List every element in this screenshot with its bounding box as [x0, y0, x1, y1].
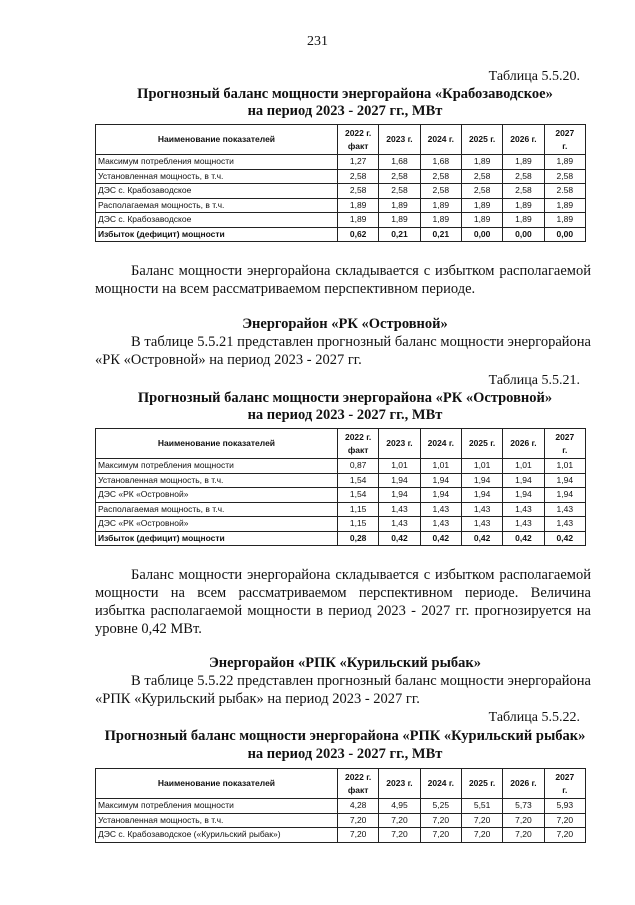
- row-value: 1,89: [420, 198, 461, 213]
- row-value: 1,89: [544, 198, 585, 213]
- row-value: 0,87: [337, 459, 378, 474]
- table-row: [96, 473, 586, 488]
- table-row: [96, 488, 586, 503]
- column-header-year: 2026 г.: [503, 769, 544, 799]
- table-row: [96, 813, 586, 828]
- row-value: 1,54: [337, 488, 378, 503]
- section-heading: Энергорайон «РПК «Курильский рыбак»: [208, 655, 482, 671]
- table-label: Таблица 5.5.21.: [488, 373, 580, 388]
- balance-table: [95, 768, 586, 843]
- balance-table: [95, 428, 586, 546]
- row-label: ДЭС с. Крабозаводское: [96, 184, 338, 199]
- row-value: 4,28: [337, 799, 378, 814]
- row-value: 2,58: [337, 169, 378, 184]
- row-value: 1,94: [420, 488, 461, 503]
- column-header-year: 2023 г.: [379, 429, 420, 459]
- row-value: 1,43: [503, 502, 544, 517]
- column-header-year: 2023 г.: [379, 125, 420, 155]
- column-header-year: 2027 г.: [544, 769, 585, 799]
- row-value: 5,25: [420, 799, 461, 814]
- row-value: 7,20: [461, 813, 502, 828]
- table-row: [96, 459, 586, 474]
- row-value: 1,43: [379, 502, 420, 517]
- row-value: 1,89: [379, 198, 420, 213]
- column-header-year: 2022 г. факт: [337, 125, 378, 155]
- column-header-name: Наименование показателей: [96, 125, 338, 155]
- row-value: 2,58: [503, 184, 544, 199]
- row-value: 2,58: [379, 169, 420, 184]
- row-value: 2,58: [420, 169, 461, 184]
- row-value: 4,95: [379, 799, 420, 814]
- column-header-year: 2022 г. факт: [337, 769, 378, 799]
- paragraph: В таблице 5.5.22 представлен прогнозный баланс мощности энергорайона «РПК «Курильский рыбак» на период 2023 - 2027 гг.: [95, 673, 591, 707]
- column-header-year: 2027 г.: [544, 125, 585, 155]
- row-value: 1,43: [544, 502, 585, 517]
- column-header-year: 2022 г. факт: [337, 429, 378, 459]
- row-value: 1,89: [461, 198, 502, 213]
- row-value: 0,62: [337, 227, 378, 242]
- row-value: 1,89: [503, 198, 544, 213]
- table-row: [96, 502, 586, 517]
- table-title: на период 2023 - 2027 гг., МВт: [247, 407, 443, 423]
- row-value: 1,68: [379, 155, 420, 170]
- column-header-year: 2025 г.: [461, 429, 502, 459]
- row-value: 1,27: [337, 155, 378, 170]
- row-value: 1,94: [503, 488, 544, 503]
- row-value: 2,58: [379, 184, 420, 199]
- table-row: [96, 799, 586, 814]
- table-row: [96, 517, 586, 532]
- table-row: [96, 184, 586, 199]
- row-value: 1,01: [503, 459, 544, 474]
- row-value: 2,58: [461, 169, 502, 184]
- row-value: 0,00: [503, 227, 544, 242]
- section-heading: Энергорайон «РК «Островной»: [242, 316, 448, 332]
- row-value: 0,42: [379, 531, 420, 546]
- row-value: 1,94: [544, 488, 585, 503]
- row-value: 1,68: [420, 155, 461, 170]
- table-label: Таблица 5.5.22.: [488, 710, 580, 725]
- row-value: 7,20: [337, 813, 378, 828]
- table-header-row: [96, 769, 586, 799]
- paragraph: Баланс мощности энергорайона складывается с избытком располагаемой мощности на всем рассматриваемом перспективном периоде.: [95, 263, 591, 297]
- table-row: [96, 531, 586, 546]
- column-header-year: 2025 г.: [461, 769, 502, 799]
- row-label: Избыток (дефицит) мощности: [96, 227, 338, 242]
- table-row: [96, 213, 586, 228]
- row-label: Располагаемая мощность, в т.ч.: [96, 198, 338, 213]
- row-value: 2,58: [503, 169, 544, 184]
- table-title: Прогнозный баланс мощности энергорайона «РПК «Курильский рыбак»: [104, 728, 586, 744]
- row-value: 1,43: [503, 517, 544, 532]
- row-value: 1,94: [503, 473, 544, 488]
- row-value: 7,20: [503, 828, 544, 843]
- table-label: Таблица 5.5.20.: [488, 69, 580, 84]
- row-value: 1,54: [337, 473, 378, 488]
- row-value: 5,93: [544, 799, 585, 814]
- row-label: ДЭС с. Крабозаводское: [96, 213, 338, 228]
- row-value: 1,94: [461, 488, 502, 503]
- row-value: 1,89: [544, 155, 585, 170]
- table-header-row: [96, 125, 586, 155]
- paragraph: Баланс мощности энергорайона складывается с избытком располагаемой мощности на всем рассматриваемом перспективном периоде. Величина избытка располагаемой мощности в период 2023 - 2027 гг. прогнозируется на уровне 0,42 МВт.: [95, 567, 591, 637]
- row-label: Располагаемая мощность, в т.ч.: [96, 502, 338, 517]
- table-row: [96, 155, 586, 170]
- row-value: 1,15: [337, 502, 378, 517]
- table-title: Прогнозный баланс мощности энергорайона «Крабозаводское»: [137, 86, 553, 102]
- column-header-year: 2024 г.: [420, 769, 461, 799]
- row-value: 0,00: [461, 227, 502, 242]
- row-value: 1,94: [379, 473, 420, 488]
- row-value: 7,20: [420, 828, 461, 843]
- row-value: 1,43: [544, 517, 585, 532]
- row-label: Избыток (дефицит) мощности: [96, 531, 338, 546]
- row-value: 1,89: [461, 155, 502, 170]
- column-header-year: 2025 г.: [461, 125, 502, 155]
- column-header-year: 2024 г.: [420, 429, 461, 459]
- row-value: 2,58: [420, 184, 461, 199]
- row-value: 1,43: [461, 502, 502, 517]
- table-row: [96, 198, 586, 213]
- row-value: 1,89: [503, 155, 544, 170]
- row-label: Установленная мощность, в т.ч.: [96, 813, 338, 828]
- row-value: 1,01: [420, 459, 461, 474]
- row-value: 2,58: [337, 184, 378, 199]
- column-header-name: Наименование показателей: [96, 769, 338, 799]
- column-header-year: 2026 г.: [503, 429, 544, 459]
- row-value: 7,20: [544, 813, 585, 828]
- row-value: 7,20: [420, 813, 461, 828]
- row-value: 2,58: [461, 184, 502, 199]
- row-value: 1,89: [503, 213, 544, 228]
- row-value: 2.58: [544, 184, 585, 199]
- column-header-name: Наименование показателей: [96, 429, 338, 459]
- row-value: 1,43: [420, 502, 461, 517]
- table-header-row: [96, 429, 586, 459]
- row-value: 1,94: [379, 488, 420, 503]
- table-row: [96, 169, 586, 184]
- row-value: 0,00: [544, 227, 585, 242]
- row-value: 1,43: [379, 517, 420, 532]
- row-value: 7,20: [379, 813, 420, 828]
- row-value: 1,89: [544, 213, 585, 228]
- table-title: на период 2023 - 2027 гг., МВт: [247, 746, 443, 762]
- row-value: 7,20: [503, 813, 544, 828]
- column-header-year: 2023 г.: [379, 769, 420, 799]
- row-label: ДЭС с. Крабозаводское («Курильский рыбак»): [96, 828, 338, 843]
- row-value: 7,20: [461, 828, 502, 843]
- balance-table: [95, 124, 586, 242]
- row-label: Максимум потребления мощности: [96, 459, 338, 474]
- row-value: 1,89: [337, 198, 378, 213]
- row-label: Установленная мощность, в т.ч.: [96, 169, 338, 184]
- row-value: 7,20: [337, 828, 378, 843]
- row-value: 0,21: [420, 227, 461, 242]
- row-value: 1,01: [544, 459, 585, 474]
- row-value: 1,89: [420, 213, 461, 228]
- row-label: ДЭС «РК «Островной»: [96, 488, 338, 503]
- row-value: 1,43: [461, 517, 502, 532]
- row-value: 1,43: [420, 517, 461, 532]
- row-value: 0,42: [544, 531, 585, 546]
- row-label: Установленная мощность, в т.ч.: [96, 473, 338, 488]
- row-value: 7,20: [544, 828, 585, 843]
- row-value: 1,94: [544, 473, 585, 488]
- row-value: 1,94: [420, 473, 461, 488]
- row-value: 5,73: [503, 799, 544, 814]
- row-value: 0,42: [503, 531, 544, 546]
- table-title: на период 2023 - 2027 гг., МВт: [247, 103, 443, 119]
- row-value: 0,42: [461, 531, 502, 546]
- row-value: 1,89: [337, 213, 378, 228]
- row-value: 1,94: [461, 473, 502, 488]
- row-label: ДЭС «РК «Островной»: [96, 517, 338, 532]
- column-header-year: 2026 г.: [503, 125, 544, 155]
- table-row: [96, 828, 586, 843]
- row-value: 1,15: [337, 517, 378, 532]
- row-value: 0,42: [420, 531, 461, 546]
- row-value: 1,01: [379, 459, 420, 474]
- row-value: 2,58: [544, 169, 585, 184]
- row-value: 1,89: [379, 213, 420, 228]
- row-value: 1,01: [461, 459, 502, 474]
- row-label: Максимум потребления мощности: [96, 799, 338, 814]
- row-value: 0,21: [379, 227, 420, 242]
- column-header-year: 2024 г.: [420, 125, 461, 155]
- row-label: Максимум потребления мощности: [96, 155, 338, 170]
- page-number: 231: [307, 34, 328, 49]
- column-header-year: 2027 г.: [544, 429, 585, 459]
- paragraph: В таблице 5.5.21 представлен прогнозный баланс мощности энергорайона «РК «Островной» на период 2023 - 2027 гг.: [95, 334, 591, 368]
- table-row: [96, 227, 586, 242]
- row-value: 7,20: [379, 828, 420, 843]
- row-value: 0,28: [337, 531, 378, 546]
- table-title: Прогнозный баланс мощности энергорайона «РК «Островной»: [137, 390, 553, 406]
- row-value: 5,51: [461, 799, 502, 814]
- row-value: 1,89: [461, 213, 502, 228]
